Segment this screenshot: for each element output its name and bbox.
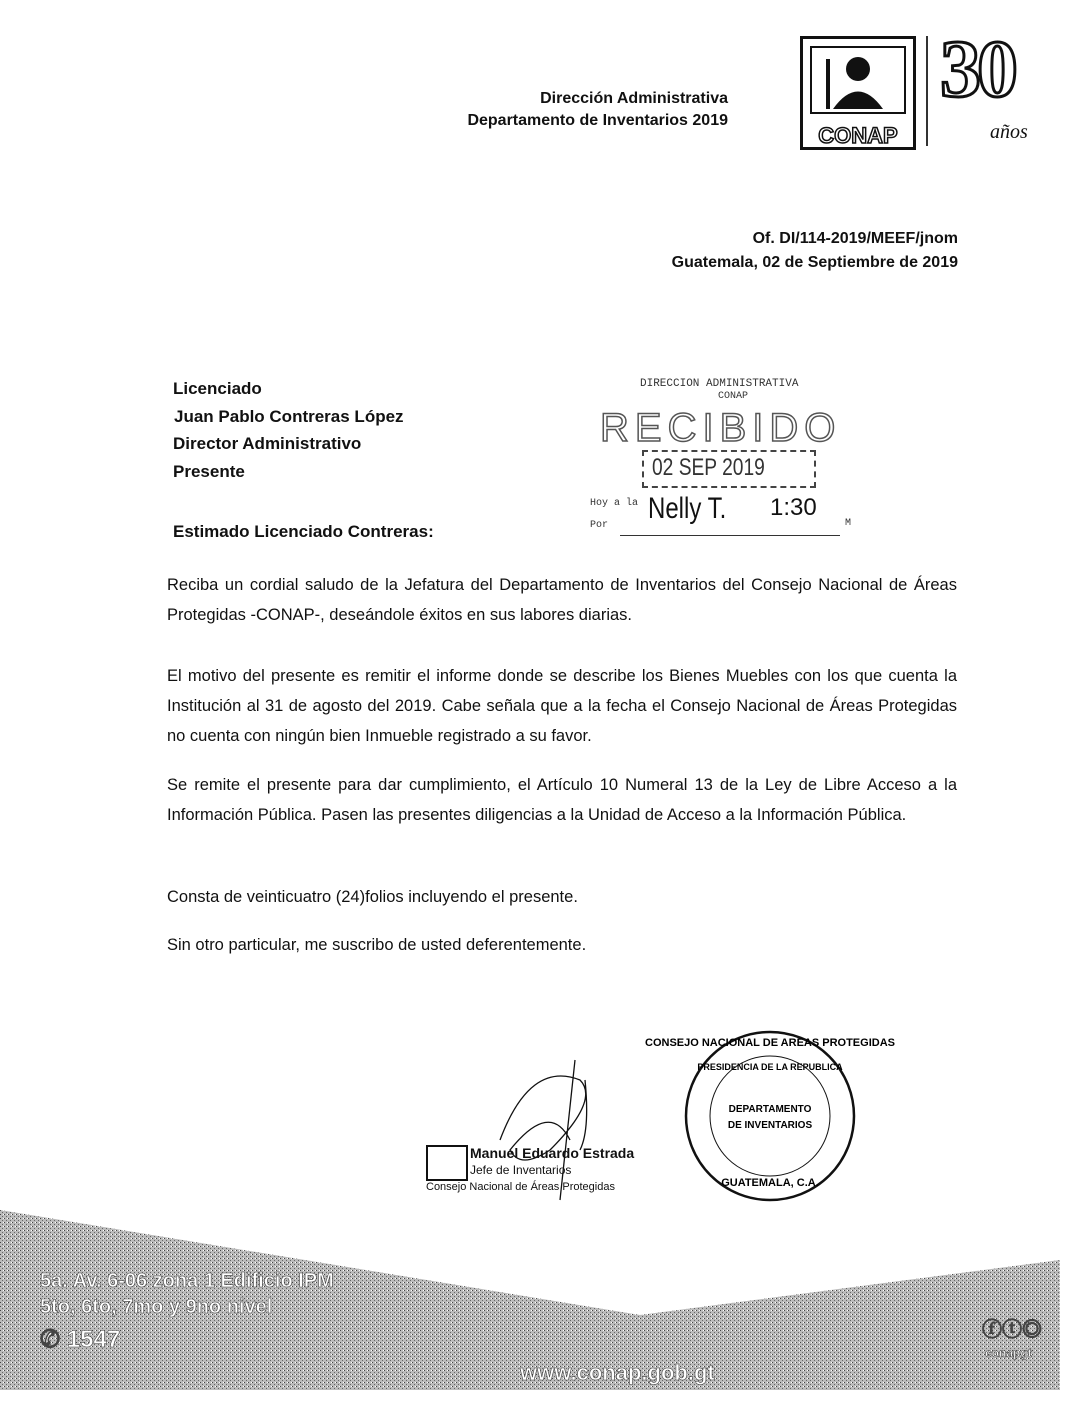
stamp-por-label: Por [590, 520, 609, 531]
recipient-presente: Presente [173, 461, 245, 481]
paragraph-3: Se remite el presente para dar cumplimiento, el Artículo 10 Numeral 13 de la Ley de Libre Acceso a la Información Pública. Pasen las presentes diligencias a la Unidad de Acceso a la Información Pública. [167, 776, 957, 824]
recipient-name: Juan Pablo Contreras López [174, 406, 404, 426]
phone-icon: ✆ [40, 1326, 67, 1353]
logo-divider [926, 36, 928, 146]
anniversary-number: 30 [940, 23, 1014, 114]
seal-center1: DEPARTAMENTO [728, 1104, 812, 1115]
footer-social-handle: conapgt [985, 1346, 1032, 1360]
received-stamp [590, 378, 870, 548]
place-date: Guatemala, 02 de Septiembre de 2019 [671, 254, 958, 271]
twitter-icon[interactable]: ⓣ [1002, 1319, 1022, 1341]
stamp-org: DIRECCION ADMINISTRATIVA [640, 378, 799, 390]
header-text [467, 88, 728, 132]
stamp-date: 02 SEP 2019 [652, 454, 765, 481]
recipient-block [173, 375, 404, 485]
paragraph-4: Consta de veinticuatro (24)folios incluyendo el presente. [167, 888, 578, 906]
seal-outer-text: CONSEJO NACIONAL DE AREAS PROTEGIDAS [645, 1037, 895, 1049]
facebook-icon[interactable]: ⓕ [982, 1319, 1002, 1341]
instagram-icon[interactable]: ◎ [1022, 1319, 1042, 1341]
footer-website[interactable]: www.conap.gob.gt [520, 1360, 715, 1385]
anniversary-word: años [990, 121, 1028, 143]
paragraph-1: Reciba un cordial saludo de la Jefatura del Departamento de Inventarios del Consejo Nacional de Áreas Protegidas -CONAP-, deseándole éxitos en sus labores diarias. [167, 576, 957, 624]
stamp-hoy-label: Hoy a la [590, 498, 639, 509]
reference-block [672, 227, 958, 275]
footer-address2: 5to, 6to, 7mo y 9no nivel [40, 1296, 273, 1318]
signer-position: Jefe de Inventarios [470, 1163, 572, 1177]
monkey-icon [803, 39, 913, 119]
footer-phone [40, 1326, 120, 1354]
logo-text: CONAP [818, 123, 898, 148]
stamp-m: M [845, 518, 852, 529]
stamp-org2: CONAP [718, 391, 749, 402]
stamp-time: 1:30 [770, 494, 817, 521]
reference-number: Of. DI/114-2019/MEEF/jnom [752, 230, 958, 247]
salutation: Estimado Licenciado Contreras: [173, 522, 434, 541]
footer-address1: 5a. Av. 6-06 zona 1 Edificio IPM [40, 1270, 334, 1292]
signer-name: Manuel Eduardo Estrada [470, 1145, 635, 1161]
stamp-big-word: RECIBIDO [600, 406, 842, 450]
paragraph-2: El motivo del presente es remitir el informe donde se describe los Bienes Muebles con los que cuenta la Institución al 31 de agosto del 2019. Cabe señala que a la fecha el Consejo Nacional de Áreas Protegidas no cuenta con ningún bien Inmueble registrado a su favor. [167, 667, 957, 745]
footer-phone-number: 1547 [66, 1326, 121, 1353]
conap-small-logo [426, 1145, 468, 1181]
official-seal [640, 1026, 900, 1206]
signer-org: Consejo Nacional de Áreas Protegidas [426, 1181, 615, 1193]
seal-center2: DE INVENTARIOS [727, 1120, 813, 1131]
footer-band [0, 1190, 1088, 1400]
social-icons [982, 1318, 1042, 1342]
recipient-position: Director Administrativo [173, 434, 362, 453]
seal-inner-text: PRESIDENCIA DE LA REPUBLICA [697, 1062, 843, 1072]
stamp-handwritten-name: Nelly T. [648, 492, 727, 525]
header-line1: Dirección Administrativa [540, 90, 728, 107]
conap-logo [800, 36, 916, 150]
header-line2: Departamento de Inventarios 2019 [467, 112, 728, 129]
recipient-title: Licenciado [173, 379, 262, 398]
paragraph-5: Sin otro particular, me suscribo de usted deferentemente. [167, 936, 587, 954]
seal-bottom: GUATEMALA, C.A. [721, 1177, 819, 1189]
